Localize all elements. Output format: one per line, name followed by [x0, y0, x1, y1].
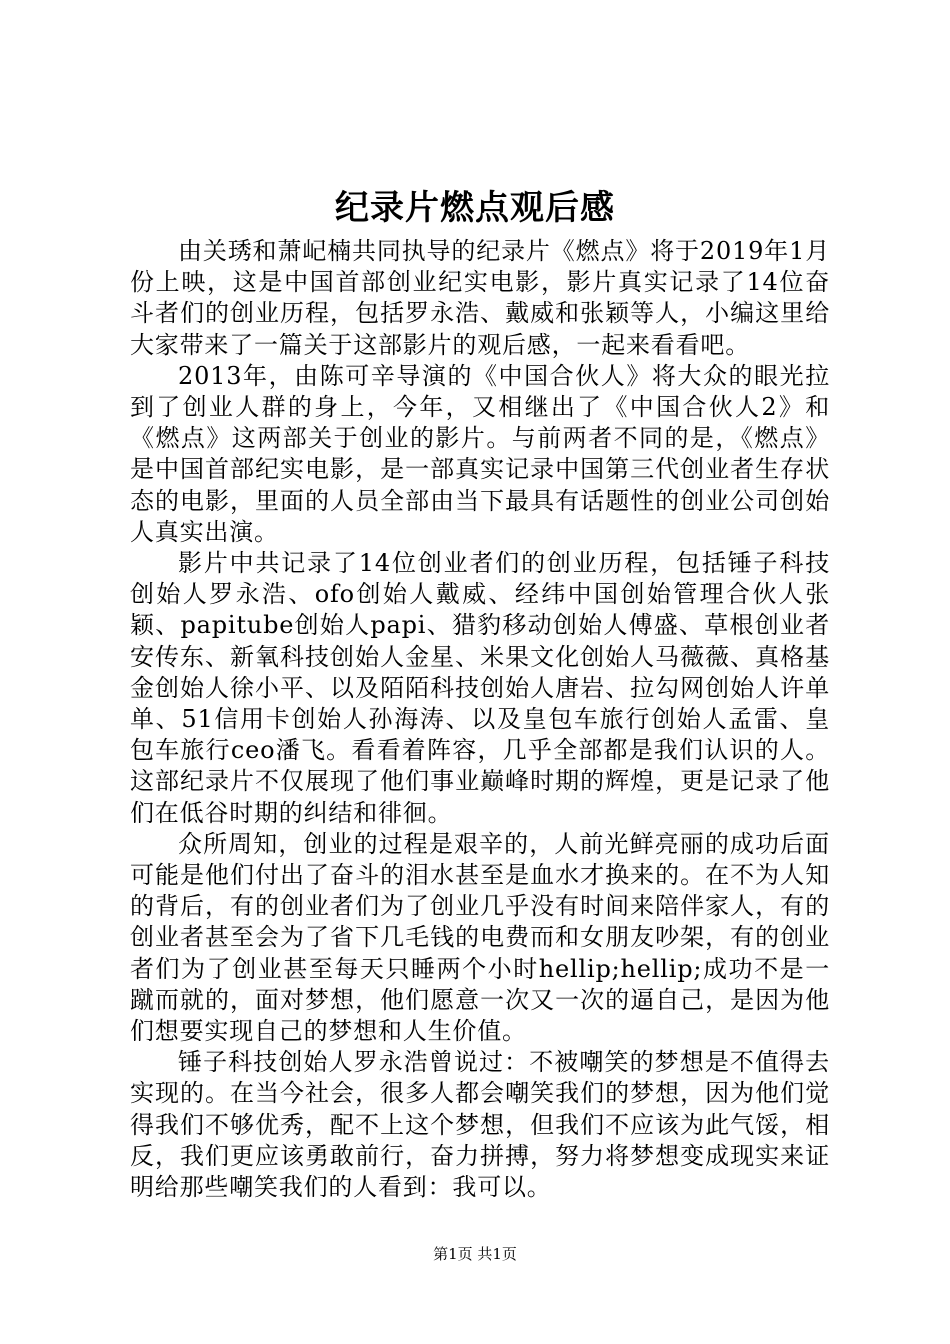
- paragraph-1: 由关琇和萧屺楠共同执导的纪录片《燃点》将于2019年1月份上映，这是中国首部创业纪实电影，影片真实记录了14位奋斗者们的创业历程，包括罗永浩、戴威和张颖等人，小编这里给大家带来了一篇关于这部影片的观后感，一起来看看吧。: [130, 237, 830, 359]
- page-footer: 第1页 共1页: [433, 1245, 517, 1263]
- paragraph-4: 众所周知，创业的过程是艰辛的，人前光鲜亮丽的成功后面可能是他们付出了奋斗的泪水甚至是血水才换来的。在不为人知的背后，有的创业者们为了创业几乎没有时间来陪伴家人，有的创业者甚至会为了省下几毛钱的电费而和女朋友吵架，有的创业者们为了创业甚至每天只睡两个小时hellip;hellip;成功不是一蹴而就的，面对梦想，他们愿意一次又一次的逼自己，是因为他们想要实现自己的梦想和人生价值。: [130, 829, 830, 1046]
- document-body: [130, 236, 830, 1203]
- document-title: 纪录片燃点观后感: [335, 188, 615, 228]
- paragraph-3: 影片中共记录了14位创业者们的创业历程，包括锤子科技创始人罗永浩、ofo创始人戴威、经纬中国创始管理合伙人张颖、papitube创始人papi、猎豹移动创始人傅盛、草根创业者安传东、新氧科技创始人金星、米果文化创始人马薇薇、真格基金创始人徐小平、以及陌陌科技创始人唐岩、拉勾网创始人许单单、51信用卡创始人孙海涛、以及皇包车旅行创始人孟雷、皇包车旅行ceo潘飞。看看着阵容，几乎全部都是我们认识的人。这部纪录片不仅展现了他们事业巅峰时期的辉煌，更是记录了他们在低谷时期的纠结和徘徊。: [130, 549, 830, 827]
- paragraph-5: 锤子科技创始人罗永浩曾说过：不被嘲笑的梦想是不值得去实现的。在当今社会，很多人都会嘲笑我们的梦想，因为他们觉得我们不够优秀，配不上这个梦想，但我们不应该为此气馁，相反，我们更应该勇敢前行，奋力拼搏，努力将梦想变成现实来证明给那些嘲笑我们的人看到：我可以。: [130, 1048, 830, 1202]
- paragraph-2: 2013年，由陈可辛导演的《中国合伙人》将大众的眼光拉到了创业人群的身上，今年，又相继出了《中国合伙人2》和《燃点》这两部关于创业的影片。与前两者不同的是，《燃点》是中国首部纪实电影，是一部真实记录中国第三代创业者生存状态的电影，里面的人员全部由当下最具有话题性的创业公司创始人真实出演。: [130, 361, 830, 546]
